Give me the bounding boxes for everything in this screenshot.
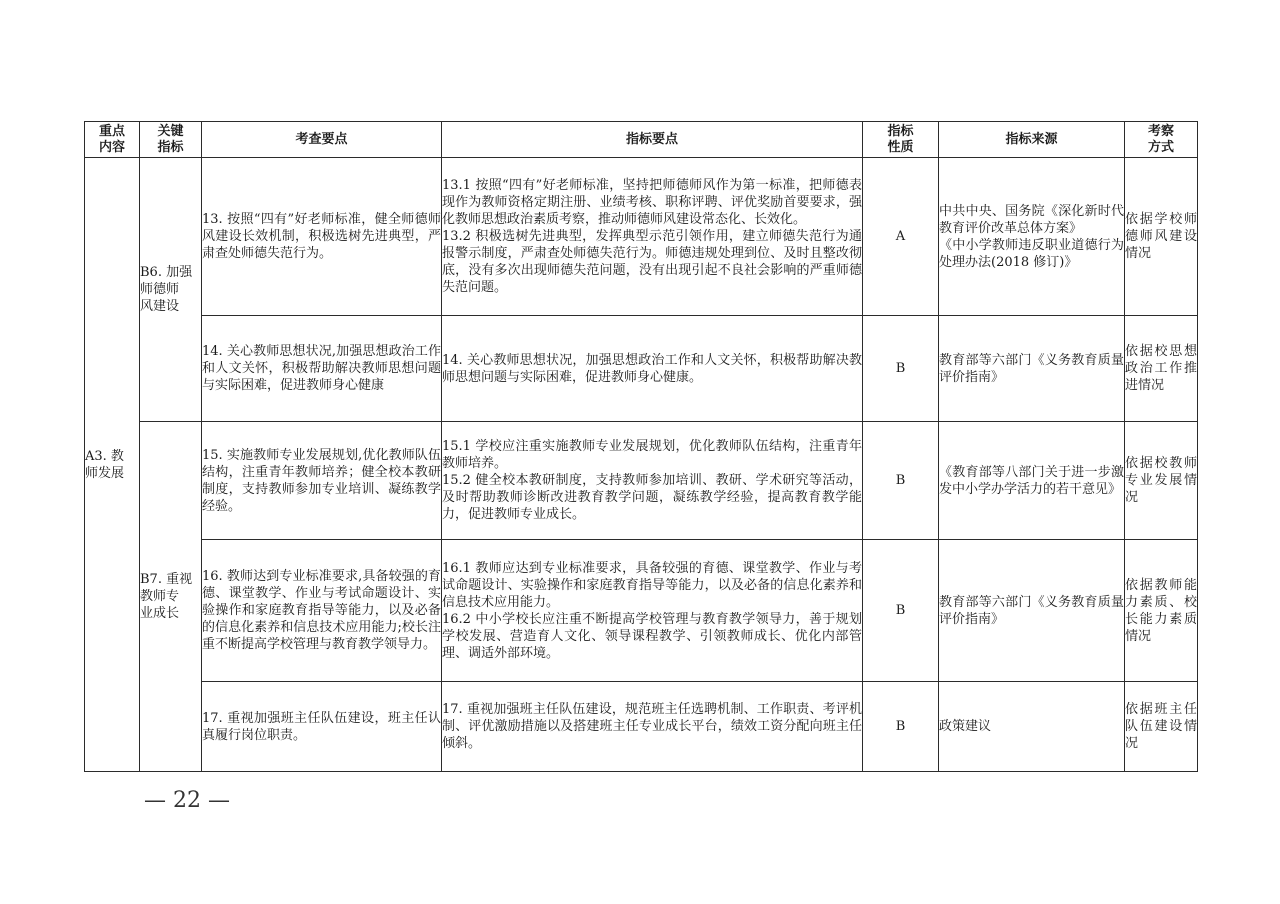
method-13: 依据学校师德师风建设情况: [1125, 158, 1198, 316]
header-row: [85, 122, 1198, 158]
key-indicator-b6: B6. 加强 师德师 风建设: [140, 158, 202, 422]
method-14: 依据校思想政治工作推进情况: [1125, 316, 1198, 422]
source-17: 政策建议: [939, 682, 1125, 772]
nature-15: B: [863, 422, 939, 540]
key-indicator-b7: B7. 重视 教师专 业成长: [140, 422, 202, 772]
indicator-point-16: 16.1 教师应达到专业标准要求，具备较强的育德、课堂教学、作业与考试命题设计、实验操作和家庭教育指导等能力，以及必备的信息化素养和信息技术应用能力。 16.2 中小学校长应注重不断提高学校管理与教育教学领导力，善于规划学校发展、营造育人文化、领导课程教学、引领教师成长、优化内部管理、调适外部环境。: [442, 540, 863, 682]
table-row: [85, 682, 1198, 772]
source-14: 教育部等六部门《义务教育质量评价指南》: [939, 316, 1125, 422]
method-17: 依据班主任队伍建设情况: [1125, 682, 1198, 772]
key-content-cell: A3. 教 师发展: [85, 158, 140, 772]
page-number: — 22 —: [144, 788, 230, 813]
header-review-method: 考察 方式: [1125, 122, 1198, 158]
indicator-point-13: 13.1 按照“四有”好老师标准，坚持把师德师风作为第一标准，把师德表现作为教师资格定期注册、业绩考核、职称评聘、评优奖励首要要求，强化教师思想政治素质考察，推动师德师风建设常态化、长效化。 13.2 积极选树先进典型，发挥典型示范引领作用，建立师德失范行为通报警示制度，严肃查处师德失范行为。师德违规处理到位、及时且整改彻底，没有多次出现师德失范问题，没有出现引起不良社会影响的严重师德失范问题。: [442, 158, 863, 316]
method-15: 依据校教师专业发展情况: [1125, 422, 1198, 540]
review-point-14: 14. 关心教师思想状况,加强思想政治工作和人文关怀，积极帮助解决教师思想问题与实际困难，促进教师身心健康: [202, 316, 442, 422]
header-key-indicator: 关键 指标: [140, 122, 202, 158]
header-indicator-source: 指标来源: [939, 122, 1125, 158]
evaluation-table: [84, 121, 1198, 772]
source-13: 中共中央、国务院《深化新时代教育评价改革总体方案》 《中小学教师违反职业道德行为处理办法(2018 修订)》: [939, 158, 1125, 316]
source-16: 教育部等六部门《义务教育质量评价指南》: [939, 540, 1125, 682]
indicator-point-17: 17. 重视加强班主任队伍建设，规范班主任选聘机制、工作职责、考评机制、评优激励措施以及搭建班主任专业成长平台，绩效工资分配向班主任倾斜。: [442, 682, 863, 772]
nature-13: A: [863, 158, 939, 316]
review-point-17: 17. 重视加强班主任队伍建设，班主任认真履行岗位职责。: [202, 682, 442, 772]
nature-16: B: [863, 540, 939, 682]
header-indicator-points: 指标要点: [442, 122, 863, 158]
header-indicator-nature: 指标 性质: [863, 122, 939, 158]
nature-14: B: [863, 316, 939, 422]
indicator-point-15: 15.1 学校应注重实施教师专业发展规划，优化教师队伍结构，注重青年教师培养。 15.2 健全校本教研制度，支持教师参加培训、教研、学术研究等活动，及时帮助教师诊断改进教育教学问题，凝练教学经验，提高教育教学能力，促进教师专业成长。: [442, 422, 863, 540]
review-point-16: 16. 教师达到专业标准要求,具备较强的育德、课堂教学、作业与考试命题设计、实验操作和家庭教育指导等能力，以及必备的信息化素养和信息技术应用能力;校长注重不断提高学校管理与教育教学领导力。: [202, 540, 442, 682]
source-15: 《教育部等八部门关于进一步激发中小学办学活力的若干意见》: [939, 422, 1125, 540]
table-row: [85, 422, 1198, 540]
table-row: [85, 540, 1198, 682]
review-point-13: 13. 按照“四有”好老师标准，健全师德师风建设长效机制，积极选树先进典型，严肃查处师德失范行为。: [202, 158, 442, 316]
table-row: [85, 158, 1198, 316]
table-row: [85, 316, 1198, 422]
method-16: 依据教师能力素质、校长能力素质情况: [1125, 540, 1198, 682]
nature-17: B: [863, 682, 939, 772]
review-point-15: 15. 实施教师专业发展规划,优化教师队伍结构，注重青年教师培养；健全校本教研制度，支持教师参加专业培训、凝练教学经验。: [202, 422, 442, 540]
header-review-points: 考查要点: [202, 122, 442, 158]
header-key-content: 重点 内容: [85, 122, 140, 158]
indicator-point-14: 14. 关心教师思想状况，加强思想政治工作和人文关怀，积极帮助解决教师思想问题与实际困难，促进教师身心健康。: [442, 316, 863, 422]
